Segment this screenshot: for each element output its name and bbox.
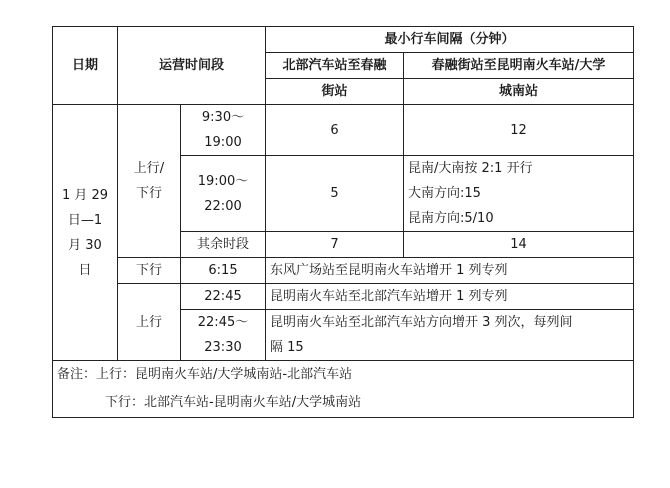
time-r2-line1: 19:00～	[197, 173, 249, 189]
interval-a-r1: 6	[266, 105, 404, 156]
time-cell-r6	[181, 310, 266, 361]
notes-row	[53, 361, 634, 418]
desc-r4: 东风广场站至昆明南火车站增开 1 列专列	[266, 258, 634, 284]
time-r2-line2: 22:00	[204, 198, 242, 214]
schedule-table-wrapper	[52, 26, 633, 418]
header-section-b-line1: 春融街站至昆明南火车站/大学	[404, 53, 634, 79]
header-section-b-line2: 城南站	[404, 79, 634, 105]
row-4	[53, 258, 634, 284]
header-period: 运营时间段	[118, 27, 266, 105]
time-r6-line1: 22:45～	[197, 315, 249, 330]
interval-b-r2	[404, 156, 634, 232]
group-up: 上行	[118, 284, 181, 361]
row-5	[53, 284, 634, 310]
date-range-line-3: 月 30	[68, 237, 102, 253]
schedule-table	[52, 26, 634, 418]
time-r1-line2: 19:00	[204, 135, 242, 150]
time-r6-line2: 23:30	[204, 340, 242, 355]
header-section-a-line2: 街站	[266, 79, 404, 105]
desc-r6-line1: 昆明南火车站至北部汽车站方向增开 3 列次，每列间	[270, 315, 573, 330]
header-row-1	[53, 27, 634, 53]
group-up-down-line2: 下行	[135, 186, 162, 201]
interval-a-r2: 5	[266, 156, 404, 232]
notes-line-2: 下行：北部汽车站-昆明南火车站/大学城南站	[105, 395, 362, 410]
desc-r5: 昆明南火车站至北部汽车站增开 1 列专列	[266, 284, 634, 310]
time-cell-r3: 其余时段	[181, 232, 266, 258]
group-down: 下行	[118, 258, 181, 284]
interval-b-r3: 14	[404, 232, 634, 258]
time-cell-r5: 22:45	[181, 284, 266, 310]
time-cell-r4: 6:15	[181, 258, 266, 284]
notes-cell	[53, 361, 634, 418]
time-cell-r2	[181, 156, 266, 232]
desc-r6	[266, 310, 634, 361]
group-up-down	[118, 105, 181, 258]
group-up-down-line1: 上行/	[133, 161, 165, 176]
header-min-interval: 最小行车间隔（分钟）	[266, 27, 634, 53]
time-cell-r1	[181, 105, 266, 156]
desc-r6-line2: 隔 15	[270, 340, 304, 355]
date-range-line-1: 1 月 29	[61, 187, 109, 203]
interval-b-r2-line3: 昆南方向:5/10	[408, 211, 494, 226]
header-date: 日期	[53, 27, 118, 105]
time-r1-line1: 9:30～	[201, 110, 245, 125]
interval-b-r2-line2: 大南方向:15	[408, 186, 481, 201]
date-range-line-2: 日—1	[67, 212, 103, 228]
date-range-cell	[53, 105, 118, 361]
interval-b-r2-line1: 昆南/大南按 2:1 开行	[408, 161, 533, 176]
interval-a-r3: 7	[266, 232, 404, 258]
interval-b-r1: 12	[404, 105, 634, 156]
notes-line-1: 备注：上行：昆明南火车站/大学城南站-北部汽车站	[57, 367, 353, 382]
header-section-a-line1: 北部汽车站至春融	[266, 53, 404, 79]
date-range-line-4: 日	[78, 262, 92, 278]
